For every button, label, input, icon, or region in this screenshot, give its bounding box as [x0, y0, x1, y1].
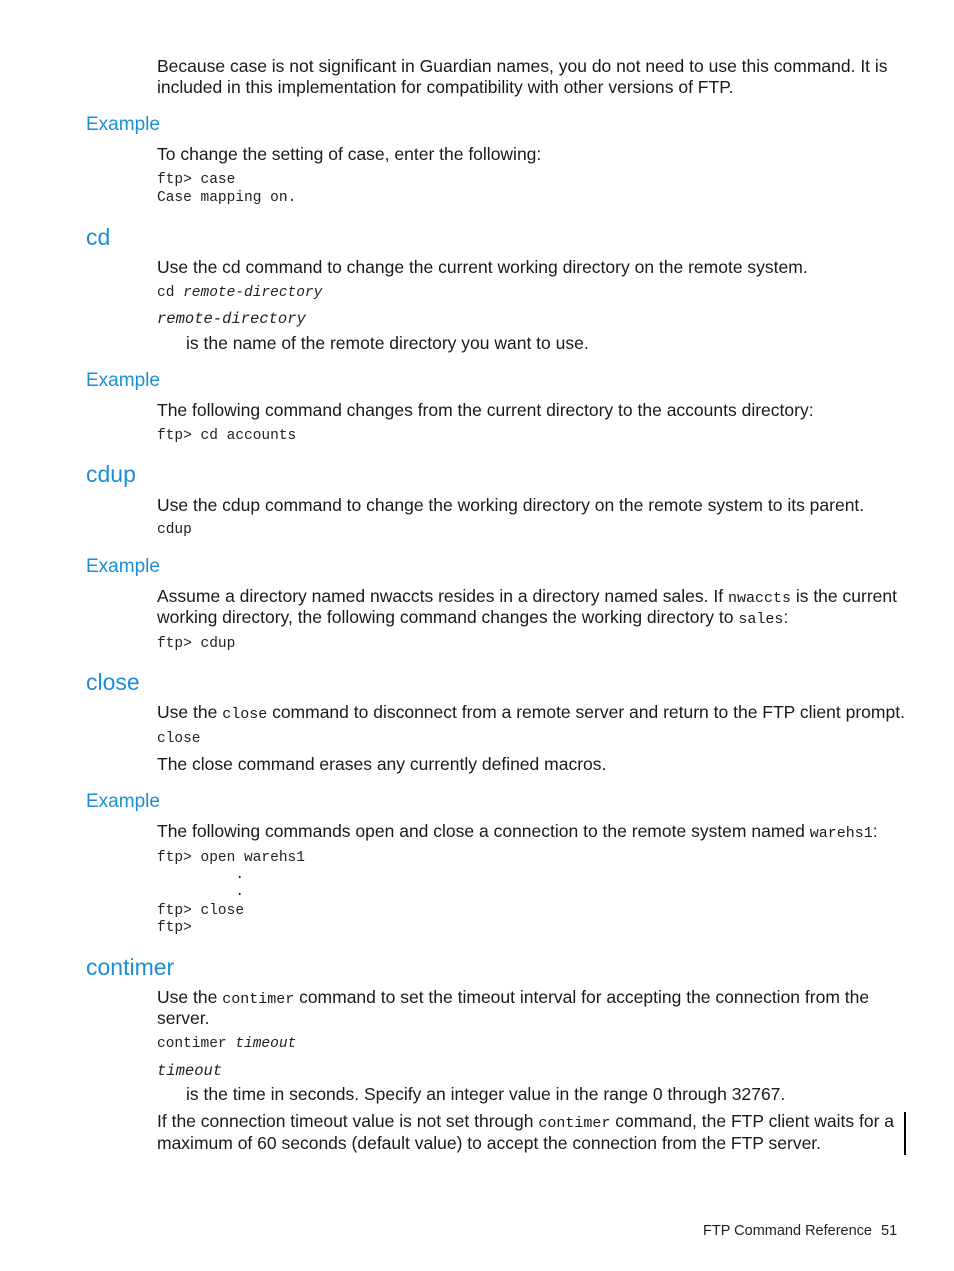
close-description-code: close — [222, 706, 268, 723]
cd-description: Use the cd command to change the current working directory on the remote system. — [157, 257, 808, 277]
cd-example-heading: Example — [86, 370, 160, 391]
cd-example-text: The following command changes from the current directory to the accounts directory: — [157, 400, 814, 420]
contimer-description-1b: command to set the timeout interval for accepting the connection from the — [294, 987, 870, 1007]
cdup-heading: cdup — [86, 461, 136, 487]
cdup-example-text-2a: working directory, the following command changes the working directory to — [157, 607, 739, 627]
cdup-example-text-line-1 — [157, 586, 897, 609]
cdup-example-text-1-code: nwaccts — [727, 590, 791, 607]
close-description — [157, 702, 905, 725]
close-heading: close — [86, 669, 140, 695]
close-note: The close command erases any currently defined macros. — [157, 754, 607, 774]
case-example-text: To change the setting of case, enter the following: — [157, 144, 542, 164]
close-example-text — [157, 821, 878, 844]
close-description-a: Use the — [157, 702, 223, 722]
footer-page-number: 51 — [881, 1223, 898, 1239]
cdup-description: Use the cdup command to change the working directory on the remote system to its parent. — [157, 495, 865, 515]
close-syntax: close — [157, 731, 201, 747]
cd-param-description: is the name of the remote directory you want to use. — [186, 333, 589, 353]
contimer-syntax — [157, 1036, 296, 1052]
contimer-param-description: is the time in seconds. Specify an integer value in the range 0 through 32767. — [186, 1084, 786, 1104]
close-example-code-line-5: ftp> — [157, 920, 192, 936]
contimer-param-term: timeout — [157, 1062, 223, 1080]
contimer-note-1a: If the connection timeout value is not set through — [157, 1111, 539, 1131]
contimer-description-1a: Use the — [157, 987, 223, 1007]
case-example-heading: Example — [86, 114, 160, 135]
cd-heading: cd — [86, 224, 111, 250]
close-example-text-a: The following commands open and close a connection to the remote system named — [157, 821, 810, 841]
case-example-code-line-1: ftp> case — [157, 172, 236, 188]
contimer-description-line-2: server. — [157, 1008, 210, 1028]
close-example-code-line-1: ftp> open warehs1 — [157, 850, 305, 866]
cdup-example-code: ftp> cdup — [157, 636, 236, 652]
cdup-example-text-2-code: sales — [738, 611, 784, 628]
change-bar — [904, 1112, 906, 1155]
close-example-code-line-2: . — [157, 867, 245, 883]
cd-param-term: remote-directory — [157, 310, 306, 328]
intro-line-1: Because case is not significant in Guardian names, you do not need to use this command. It is — [157, 56, 888, 76]
cd-syntax-param: remote-directory — [183, 285, 323, 301]
contimer-syntax-param: timeout — [235, 1036, 297, 1052]
intro-line-2: included in this implementation for compatibility with other versions of FTP. — [157, 77, 734, 97]
close-example-code-line-3: . — [157, 884, 245, 900]
cdup-example-text-1a: Assume a directory named nwaccts resides in a directory named sales. If — [157, 586, 728, 606]
cdup-example-text-line-2 — [157, 607, 788, 630]
cdup-example-heading: Example — [86, 556, 160, 577]
case-example-code-line-2: Case mapping on. — [157, 190, 297, 206]
contimer-description-line-1 — [157, 987, 869, 1010]
contimer-syntax-command: contimer — [157, 1036, 236, 1052]
contimer-heading: contimer — [86, 954, 175, 980]
contimer-note-line-2: maximum of 60 seconds (default value) to accept the connection from the FTP server. — [157, 1133, 822, 1153]
footer-section-title: FTP Command Reference — [703, 1223, 872, 1239]
close-description-b: command to disconnect from a remote server and return to the FTP client prompt. — [267, 702, 905, 722]
contimer-note-code: contimer — [538, 1115, 611, 1132]
cdup-syntax: cdup — [157, 522, 192, 538]
contimer-note-1b: command, the FTP client waits for a — [610, 1111, 895, 1131]
cd-example-code: ftp> cd accounts — [157, 428, 297, 444]
close-example-text-code: warehs1 — [809, 825, 873, 842]
cdup-example-text-2b: : — [783, 607, 789, 627]
contimer-note-line-1 — [157, 1111, 894, 1134]
close-example-heading: Example — [86, 791, 160, 812]
cdup-example-text-1b: is the current — [790, 586, 897, 606]
contimer-description-code: contimer — [222, 991, 295, 1008]
close-example-text-b: : — [872, 821, 878, 841]
cd-syntax-command: cd — [157, 285, 184, 301]
cd-syntax — [157, 285, 322, 301]
close-example-code-line-4: ftp> close — [157, 903, 245, 919]
